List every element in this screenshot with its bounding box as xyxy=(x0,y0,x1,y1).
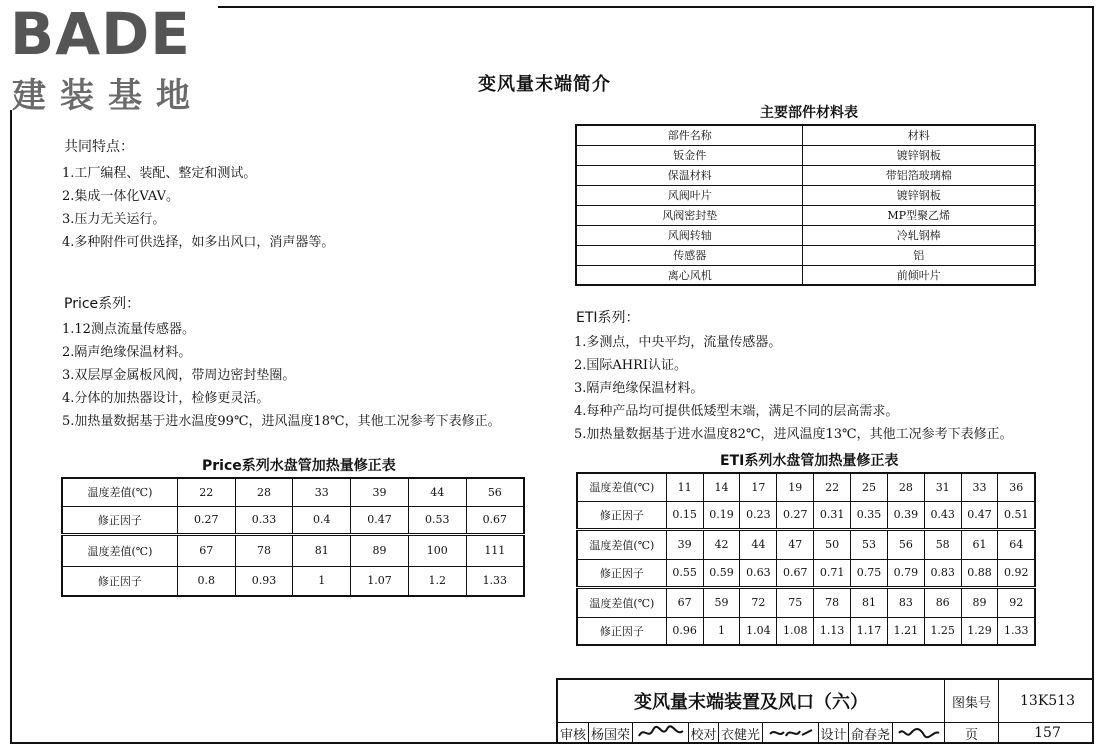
signature-icon xyxy=(896,724,942,742)
drawing-title: 变风量末端装置及风口（六） xyxy=(634,692,868,713)
table-cell: 1.2 xyxy=(408,566,466,596)
table-cell: 1.29 xyxy=(961,617,998,645)
page-label: 页 xyxy=(944,722,998,744)
table-row xyxy=(576,245,1035,265)
table-row xyxy=(577,559,1035,587)
designer-name: 俞春尧 xyxy=(848,722,892,744)
logo-subtitle: 建装基地 xyxy=(12,76,204,116)
table-cell: 1.07 xyxy=(351,566,409,596)
table-cell: 64 xyxy=(998,529,1035,559)
table-cell: 42 xyxy=(703,529,740,559)
eti-item: 2.国际AHRI认证。 xyxy=(574,358,688,373)
eti-heading: ETI系列： xyxy=(576,310,640,326)
table-cell: 0.79 xyxy=(887,559,924,587)
reviewer-name: 杨国荣 xyxy=(588,722,632,744)
table-cell: 0.51 xyxy=(998,501,1035,529)
table-cell: 81 xyxy=(293,534,351,566)
table-cell: 39 xyxy=(666,529,703,559)
eti-item: 5.加热量数据基于进水温度82℃，进风温度13℃，其他工况参考下表修正。 xyxy=(574,427,1013,442)
table-cell: 78 xyxy=(814,587,851,617)
price-table-caption: Price系列水盘管加热量修正表 xyxy=(202,458,396,474)
table-cell: 0.19 xyxy=(703,501,740,529)
design-label: 设计 xyxy=(818,722,848,744)
table-cell: 1.25 xyxy=(924,617,961,645)
materials-header-cell: 部件名称 xyxy=(576,125,803,145)
table-cell: 保温材料 xyxy=(576,165,803,185)
table-cell: 28 xyxy=(887,473,924,501)
table-row xyxy=(62,534,524,566)
table-cell: 镀锌钢板 xyxy=(803,185,1035,205)
table-cell: 0.27 xyxy=(177,506,235,534)
table-cell: 镀锌钢板 xyxy=(803,145,1035,165)
table-cell: 75 xyxy=(777,587,814,617)
table-cell: 25 xyxy=(851,473,888,501)
atlas-number: 13K513 xyxy=(998,680,1096,722)
table-cell: 铝 xyxy=(803,245,1035,265)
table-cell: 0.63 xyxy=(740,559,777,587)
price-item: 5.加热量数据基于进水温度99℃，进风温度18℃，其他工况参考下表修正。 xyxy=(62,414,501,429)
table-cell: 61 xyxy=(961,529,998,559)
table-row xyxy=(576,165,1035,185)
table-cell: 17 xyxy=(740,473,777,501)
table-cell: 0.15 xyxy=(666,501,703,529)
table-cell: 冷轧钢棒 xyxy=(803,225,1035,245)
table-cell: 44 xyxy=(740,529,777,559)
table-cell: 33 xyxy=(293,478,351,506)
table-row xyxy=(576,185,1035,205)
page-title: 变风量末端简介 xyxy=(478,74,611,95)
table-cell: 111 xyxy=(466,534,524,566)
eti-table-caption: ETI系列水盘管加热量修正表 xyxy=(720,453,899,469)
row-label: 温度差值(℃) xyxy=(577,473,666,501)
table-cell: 风阀叶片 xyxy=(576,185,803,205)
table-cell: 风阀密封垫 xyxy=(576,205,803,225)
table-cell: 1.08 xyxy=(777,617,814,645)
table-cell: 1.04 xyxy=(740,617,777,645)
table-cell: 39 xyxy=(351,478,409,506)
table-cell: 0.43 xyxy=(924,501,961,529)
price-item: 1.12测点流量传感器。 xyxy=(62,322,195,337)
table-cell: 前倾叶片 xyxy=(803,265,1035,285)
table-cell: 1 xyxy=(293,566,351,596)
table-cell: 11 xyxy=(666,473,703,501)
table-cell: 离心风机 xyxy=(576,265,803,285)
reviewer-signature xyxy=(632,722,688,744)
table-cell: 56 xyxy=(466,478,524,506)
table-cell: 传感器 xyxy=(576,245,803,265)
table-cell: 0.39 xyxy=(887,501,924,529)
table-cell: 36 xyxy=(998,473,1035,501)
table-row xyxy=(576,225,1035,245)
table-cell: 0.88 xyxy=(961,559,998,587)
row-label: 温度差值(℃) xyxy=(577,587,666,617)
table-cell: 0.8 xyxy=(177,566,235,596)
table-cell: MP型聚乙烯 xyxy=(803,205,1035,225)
table-cell: 47 xyxy=(777,529,814,559)
common-item: 1.工厂编程、装配、整定和测试。 xyxy=(62,166,257,181)
table-cell: 1 xyxy=(703,617,740,645)
table-cell: 风阀转轴 xyxy=(576,225,803,245)
common-item: 4.多种附件可供选择，如多出风口，消声器等。 xyxy=(62,235,335,250)
table-cell: 0.71 xyxy=(814,559,851,587)
row-label: 修正因子 xyxy=(62,566,177,596)
brand-logo xyxy=(6,0,218,116)
table-cell: 50 xyxy=(814,529,851,559)
common-item: 3.压力无关运行。 xyxy=(62,212,166,227)
table-row xyxy=(576,265,1035,285)
price-item: 2.隔声绝缘保温材料。 xyxy=(62,345,192,360)
row-label: 温度差值(℃) xyxy=(577,529,666,559)
table-cell: 78 xyxy=(235,534,293,566)
common-heading: 共同特点： xyxy=(64,139,134,155)
price-item: 3.双层厚金属板风阀，带周边密封垫圈。 xyxy=(62,368,296,383)
table-row xyxy=(577,501,1035,529)
title-block xyxy=(556,678,1094,744)
table-cell: 53 xyxy=(851,529,888,559)
table-row xyxy=(62,566,524,596)
table-cell: 44 xyxy=(408,478,466,506)
row-label: 修正因子 xyxy=(577,559,666,587)
table-cell: 19 xyxy=(777,473,814,501)
table-row xyxy=(62,506,524,534)
table-cell: 0.23 xyxy=(740,501,777,529)
table-cell: 1.21 xyxy=(887,617,924,645)
eti-item: 3.隔声绝缘保温材料。 xyxy=(574,381,704,396)
table-cell: 86 xyxy=(924,587,961,617)
table-cell: 钣金件 xyxy=(576,145,803,165)
table-cell: 100 xyxy=(408,534,466,566)
table-row xyxy=(576,145,1035,165)
table-cell: 0.27 xyxy=(777,501,814,529)
row-label: 温度差值(℃) xyxy=(62,534,177,566)
table-cell: 0.31 xyxy=(814,501,851,529)
table-cell: 0.33 xyxy=(235,506,293,534)
table-cell: 0.67 xyxy=(466,506,524,534)
checker-signature xyxy=(762,722,818,744)
table-cell: 0.35 xyxy=(851,501,888,529)
price-correction-table xyxy=(61,477,525,597)
price-item: 4.分体的加热器设计，检修更灵活。 xyxy=(62,391,270,406)
table-cell: 0.47 xyxy=(351,506,409,534)
table-cell: 72 xyxy=(740,587,777,617)
table-cell: 0.47 xyxy=(961,501,998,529)
table-cell: 59 xyxy=(703,587,740,617)
eti-item: 1.多测点，中央平均，流量传感器。 xyxy=(574,335,782,350)
row-label: 修正因子 xyxy=(62,506,177,534)
table-cell: 14 xyxy=(703,473,740,501)
table-cell: 22 xyxy=(177,478,235,506)
row-label: 修正因子 xyxy=(577,501,666,529)
check-label: 校对 xyxy=(688,722,718,744)
atlas-label: 图集号 xyxy=(944,680,998,722)
signature-icon xyxy=(636,724,686,742)
table-cell: 89 xyxy=(961,587,998,617)
table-cell: 81 xyxy=(851,587,888,617)
signature-icon xyxy=(766,724,816,742)
table-row xyxy=(576,205,1035,225)
table-cell: 1.13 xyxy=(814,617,851,645)
table-cell: 0.83 xyxy=(924,559,961,587)
row-label: 温度差值(℃) xyxy=(62,478,177,506)
table-cell: 58 xyxy=(924,529,961,559)
table-row xyxy=(577,529,1035,559)
table-cell: 0.96 xyxy=(666,617,703,645)
table-row xyxy=(577,473,1035,501)
table-cell: 1.33 xyxy=(998,617,1035,645)
logo-brand: BADE xyxy=(10,0,191,68)
table-cell: 92 xyxy=(998,587,1035,617)
table-row xyxy=(577,617,1035,645)
table-cell: 33 xyxy=(961,473,998,501)
table-cell: 0.92 xyxy=(998,559,1035,587)
table-cell: 1.17 xyxy=(851,617,888,645)
common-item: 2.集成一体化VAV。 xyxy=(62,189,180,204)
table-cell: 0.93 xyxy=(235,566,293,596)
table-cell: 83 xyxy=(887,587,924,617)
table-cell: 67 xyxy=(177,534,235,566)
table-cell: 89 xyxy=(351,534,409,566)
materials-caption: 主要部件材料表 xyxy=(760,105,858,121)
table-cell: 0.59 xyxy=(703,559,740,587)
checker-name: 衣健光 xyxy=(718,722,762,744)
table-cell: 0.55 xyxy=(666,559,703,587)
eti-correction-table xyxy=(576,472,1036,646)
table-cell: 0.4 xyxy=(293,506,351,534)
designer-signature xyxy=(892,722,944,744)
table-cell: 0.75 xyxy=(851,559,888,587)
table-cell: 0.53 xyxy=(408,506,466,534)
price-heading: Price系列： xyxy=(64,296,141,312)
table-cell: 56 xyxy=(887,529,924,559)
materials-table xyxy=(575,124,1036,286)
table-row xyxy=(577,587,1035,617)
eti-item: 4.每种产品均可提供低矮型末端，满足不同的层高需求。 xyxy=(574,404,899,419)
table-cell: 31 xyxy=(924,473,961,501)
table-cell: 带铝箔玻璃棉 xyxy=(803,165,1035,185)
materials-header-row xyxy=(576,125,1035,145)
materials-header-cell: 材料 xyxy=(803,125,1035,145)
table-cell: 28 xyxy=(235,478,293,506)
table-row xyxy=(62,478,524,506)
review-label: 审核 xyxy=(559,727,586,743)
table-cell: 1.33 xyxy=(466,566,524,596)
table-cell: 67 xyxy=(666,587,703,617)
table-cell: 0.67 xyxy=(777,559,814,587)
page-number: 157 xyxy=(998,722,1096,744)
table-cell: 22 xyxy=(814,473,851,501)
row-label: 修正因子 xyxy=(577,617,666,645)
